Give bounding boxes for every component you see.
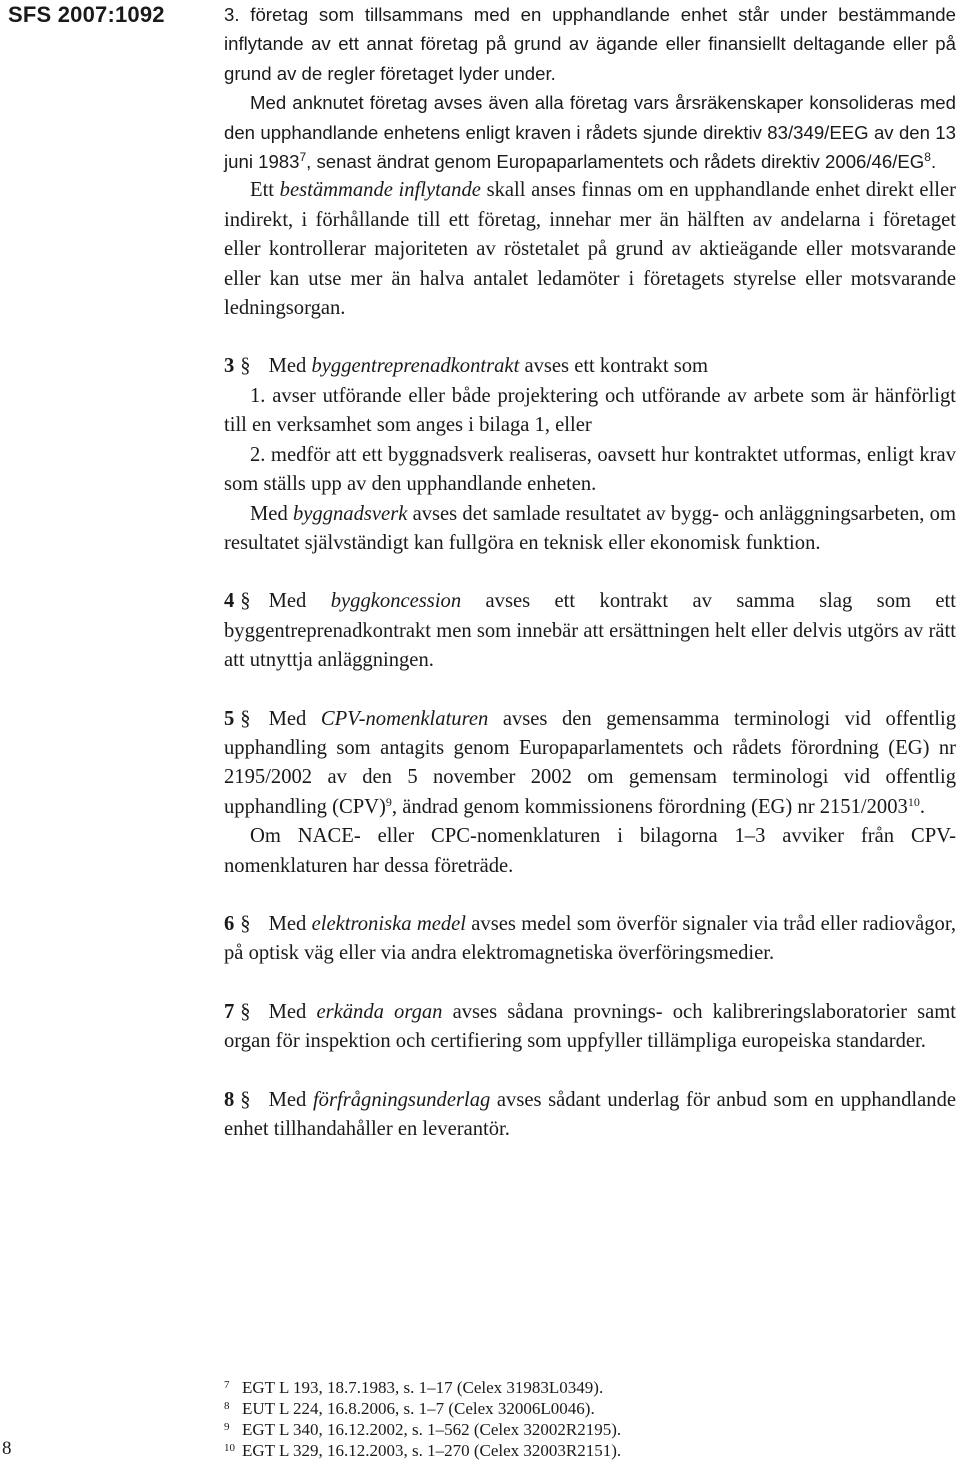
defined-term: byggkoncession	[330, 590, 462, 613]
paragraph-bestammande-inflytande	[224, 176, 956, 323]
list-item-2: 2. medför att ett byggnadsverk realiseras, oavsett hur kontraktet utformas, enligt krav som ställs upp av den upphandlande enheten.	[224, 443, 956, 496]
paragraph-anknutet-foretag	[224, 88, 956, 176]
section-number: 8	[224, 1088, 235, 1111]
text: Med	[268, 590, 331, 613]
page-number: 8	[2, 1438, 12, 1459]
text: Med	[268, 1088, 313, 1111]
text: , senast ändrat genom Europaparlamentets och rådets direktiv 2006/46/EG	[306, 151, 925, 173]
text: avses sådana provnings- och kalibreringslaboratorier samt organ för inspektion och certifiering som uppfyller tillämpliga europeiska standarder.	[224, 1000, 956, 1053]
list-item-3: 3. företag som tillsammans med en upphandlande enhet står under bestämmande inflytande av ett annat företag på grund av ägande eller finansiellt deltagande eller på grund av de regler företaget lyder under.	[224, 4, 956, 84]
footnote-text: EGT L 193, 18.7.1983, s. 1–17 (Celex 31983L0349).	[242, 1378, 604, 1397]
section-8	[224, 1086, 956, 1145]
paragraph-nace: Om NACE- eller CPC-nomenklaturen i bilagorna 1–3 avviker från CPV-nomenklaturen har dessa företräde.	[224, 825, 956, 877]
section-5	[224, 705, 956, 823]
text: avses sådant underlag för anbud som en upphandlande enhet tillhandahåller en leverantör.	[224, 1088, 957, 1140]
text: .	[919, 795, 925, 818]
footnote	[224, 1397, 621, 1418]
footnote-number: 7	[224, 1379, 230, 1391]
footnote-ref[interactable]: 7	[299, 150, 307, 165]
footnote	[224, 1439, 621, 1460]
section-number: 6	[224, 912, 235, 935]
footnote	[224, 1418, 621, 1439]
footnote-ref[interactable]: 8	[924, 150, 931, 165]
defined-term: byggentreprenadkontrakt	[311, 355, 520, 378]
defined-term: byggnadsverk	[292, 502, 408, 525]
text: Med anknutet företag avses även alla företag vars årsräkenskaper konsolideras med den upphandlande enhetens enligt kraven i rådets sjunde direktiv 83/349/EEG av den 13 juni 1983	[224, 92, 956, 173]
list-item-1: 1. avser utförande eller både projektering och utförande av arbete som är hänförligt till en verksamhet som anges i bilaga 1, eller	[224, 384, 956, 437]
section-3	[224, 352, 956, 381]
footnote-text: EUT L 224, 16.8.2006, s. 1–7 (Celex 32006L0046).	[242, 1399, 595, 1418]
footnote	[224, 1376, 621, 1397]
footnote-number: 8	[224, 1400, 230, 1412]
paragraph-symbol: §	[240, 1000, 251, 1023]
defined-term: bestämmande inflytande	[279, 179, 481, 202]
paragraph-byggnadsverk	[224, 500, 956, 559]
text: avses den gemensamma terminologi vid offentlig upphandling som antagits genom Europaparlamentets och rådets förordning (EG) nr 2195/2002 av den 5 november 2002 om gemensam terminologi vid offentlig upphandling (CPV)	[224, 707, 957, 818]
paragraph-symbol: §	[240, 912, 251, 935]
section-4	[224, 587, 956, 675]
footnote-text: EGT L 340, 16.12.2002, s. 1–562 (Celex 32002R2195).	[242, 1420, 622, 1439]
text: Med	[250, 502, 293, 525]
text: avses det samlade resultatet av bygg- och anläggningsarbeten, om resultatet självständigt kan fullgöra en teknisk eller ekonomisk funktion.	[224, 502, 956, 554]
text: skall anses finnas om en upphandlande enhet direkt eller indirekt, i förhållande till ett företag, innehar mer än hälften av andelarna i företaget eller kontrollerar majoriteten av röstetalet på grund av aktieägande eller motsvarande eller kan utse mer än halva antalet ledamöter i företagets styrelse eller motsvarande ledningsorgan.	[224, 179, 957, 320]
sfs-number: SFS 2007:1092	[8, 2, 165, 27]
footnotes	[224, 1376, 621, 1460]
footnote-ref[interactable]: 9	[385, 794, 392, 809]
footnote-text: EGT L 329, 16.12.2003, s. 1–270 (Celex 32003R2151).	[242, 1441, 622, 1460]
paragraph-symbol: §	[240, 707, 251, 730]
text: Med	[268, 1000, 317, 1023]
footnote-number: 10	[224, 1442, 235, 1454]
footnote-number: 9	[224, 1421, 230, 1433]
defined-term: CPV-nomenklaturen	[320, 707, 489, 730]
section-7	[224, 998, 956, 1057]
text: avses ett kontrakt av samma slag som ett byggentreprenadkontrakt men som innebär att ersättningen helt eller delvis utgörs av rätt att utnyttja anläggningen.	[224, 590, 956, 672]
defined-term: elektroniska medel	[311, 912, 466, 935]
text: Med	[268, 912, 312, 935]
defined-term: erkända organ	[316, 1000, 443, 1023]
paragraph-symbol: §	[240, 590, 251, 613]
section-number: 5	[224, 707, 235, 730]
section-number: 7	[224, 1000, 235, 1023]
paragraph-symbol: §	[240, 355, 251, 378]
section-number: 4	[224, 590, 235, 613]
text: .	[930, 151, 937, 173]
text: avses medel som överför signaler via tråd eller radiovågor, på optisk väg eller via andra elektromagnetiska överföringsmedier.	[224, 912, 956, 965]
document-body	[224, 0, 956, 1144]
section-6	[224, 910, 956, 969]
text: Med	[268, 707, 321, 730]
paragraph-symbol: §	[240, 1088, 251, 1111]
text: Ett	[250, 179, 280, 202]
text: , ändrad genom kommissionens förordning (EG) nr 2151/2003	[391, 795, 908, 818]
text: avses ett kontrakt som	[519, 355, 709, 378]
footnote-ref[interactable]: 10	[907, 794, 920, 809]
text: Med	[268, 355, 312, 378]
defined-term: förfrågningsunderlag	[312, 1088, 491, 1111]
section-number: 3	[224, 355, 235, 378]
